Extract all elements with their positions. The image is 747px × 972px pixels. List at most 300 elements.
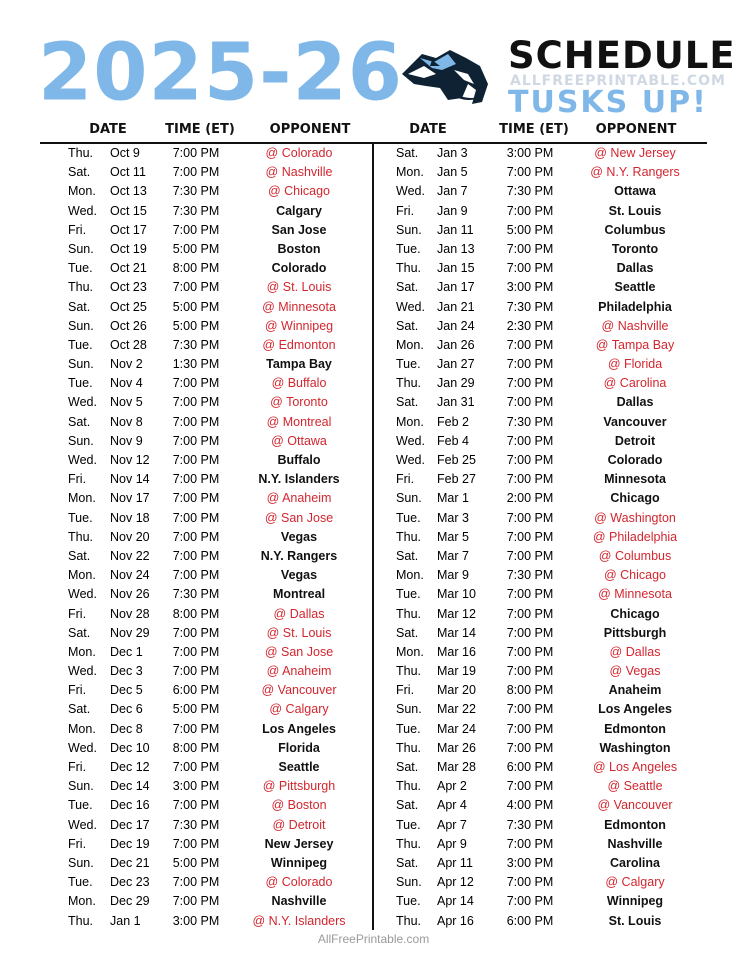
game-time: 7:00 PM bbox=[172, 760, 220, 774]
game-date: Nov 24 bbox=[110, 568, 150, 583]
game-day: Mon. bbox=[396, 414, 424, 429]
table-row bbox=[374, 355, 704, 374]
game-day: Mon. bbox=[396, 644, 424, 659]
game-day: Sat. bbox=[396, 395, 419, 410]
game-opponent: Boston bbox=[277, 241, 321, 256]
game-opponent: @ Pittsburgh bbox=[262, 779, 336, 794]
game-time: 5:00 PM bbox=[172, 241, 220, 256]
game-day: Thu. bbox=[68, 529, 94, 544]
col-header-opponent: OPPONENT bbox=[595, 122, 677, 137]
game-date: Nov 5 bbox=[110, 395, 143, 410]
table-row bbox=[40, 720, 370, 739]
table-row bbox=[374, 413, 704, 432]
game-date: Jan 29 bbox=[437, 376, 475, 391]
game-date: Jan 13 bbox=[437, 241, 475, 256]
table-row bbox=[40, 643, 370, 662]
game-day: Fri. bbox=[396, 683, 415, 698]
game-day: Sat. bbox=[68, 702, 91, 717]
game-time: 7:00 PM bbox=[506, 779, 554, 794]
game-opponent: Vegas bbox=[280, 529, 318, 544]
game-time: 5:00 PM bbox=[172, 855, 220, 870]
game-date: Jan 24 bbox=[437, 318, 475, 333]
game-opponent: Washington bbox=[599, 740, 671, 755]
game-opponent: @ St. Louis bbox=[266, 280, 332, 295]
game-date: Nov 2 bbox=[110, 357, 143, 372]
game-date: Oct 26 bbox=[110, 318, 147, 333]
table-row bbox=[374, 566, 704, 585]
game-day: Tue. bbox=[396, 894, 421, 909]
game-opponent: Toronto bbox=[611, 241, 659, 256]
game-opponent: Colorado bbox=[271, 261, 327, 276]
game-day: Mon. bbox=[68, 184, 96, 199]
table-row bbox=[40, 585, 370, 604]
game-date: Nov 12 bbox=[110, 453, 150, 467]
game-time: 7:00 PM bbox=[172, 222, 220, 237]
game-day: Thu. bbox=[68, 913, 94, 928]
game-date: Oct 11 bbox=[110, 165, 146, 180]
game-date: Jan 3 bbox=[437, 146, 468, 160]
table-row bbox=[374, 835, 704, 854]
game-opponent: @ Minnesota bbox=[262, 299, 336, 314]
table-row bbox=[40, 796, 370, 815]
game-time: 6:00 PM bbox=[506, 913, 554, 928]
header bbox=[0, 0, 747, 120]
game-day: Sun. bbox=[68, 855, 94, 870]
game-time: 7:00 PM bbox=[172, 280, 220, 295]
game-day: Thu. bbox=[396, 529, 422, 544]
game-day: Wed. bbox=[68, 587, 97, 602]
game-opponent: @ Boston bbox=[271, 798, 327, 813]
table-row bbox=[374, 374, 704, 393]
game-date: Jan 9 bbox=[437, 203, 468, 218]
table-row bbox=[40, 202, 370, 221]
game-time: 7:00 PM bbox=[506, 472, 554, 487]
game-date: Oct 23 bbox=[110, 280, 147, 295]
game-opponent: Dallas bbox=[616, 395, 654, 410]
table-row bbox=[374, 221, 704, 240]
game-date: Dec 5 bbox=[110, 683, 143, 698]
table-row bbox=[374, 777, 704, 796]
game-day: Fri. bbox=[68, 760, 87, 774]
game-opponent: @ Calgary bbox=[269, 702, 329, 717]
game-date: Nov 17 bbox=[110, 491, 150, 506]
table-row bbox=[374, 509, 704, 528]
table-row bbox=[40, 605, 370, 624]
game-day: Tue. bbox=[68, 510, 93, 525]
game-time: 5:00 PM bbox=[172, 318, 220, 333]
game-date: Apr 14 bbox=[437, 894, 474, 909]
game-time: 7:00 PM bbox=[172, 146, 220, 160]
game-opponent: @ Vancouver bbox=[261, 683, 337, 698]
game-opponent: Colorado bbox=[607, 453, 663, 467]
game-day: Wed. bbox=[68, 395, 97, 410]
game-day: Fri. bbox=[68, 836, 87, 851]
table-row bbox=[374, 163, 704, 182]
game-time: 2:00 PM bbox=[506, 491, 554, 506]
game-day: Sat. bbox=[68, 414, 91, 429]
game-time: 7:00 PM bbox=[506, 587, 554, 602]
table-row bbox=[374, 700, 704, 719]
game-date: Apr 12 bbox=[437, 875, 474, 890]
game-opponent: Seattle bbox=[614, 280, 656, 295]
game-date: Nov 9 bbox=[110, 433, 143, 448]
game-date: Nov 8 bbox=[110, 414, 143, 429]
game-opponent: @ Los Angeles bbox=[592, 760, 678, 774]
game-day: Tue. bbox=[396, 241, 421, 256]
game-day: Wed. bbox=[396, 433, 425, 448]
game-date: Jan 5 bbox=[437, 165, 468, 180]
game-date: Apr 2 bbox=[437, 779, 467, 794]
table-row bbox=[40, 758, 370, 777]
game-day: Tue. bbox=[68, 798, 93, 813]
game-day: Thu. bbox=[396, 606, 422, 621]
game-time: 7:00 PM bbox=[172, 894, 220, 909]
table-row bbox=[374, 470, 704, 489]
game-opponent: Minnesota bbox=[604, 472, 666, 487]
game-time: 7:00 PM bbox=[506, 433, 554, 448]
game-time: 7:00 PM bbox=[172, 165, 220, 180]
table-row bbox=[374, 432, 704, 451]
game-date: Oct 17 bbox=[110, 222, 147, 237]
game-opponent: @ Calgary bbox=[605, 875, 665, 890]
game-date: Jan 26 bbox=[437, 337, 475, 352]
game-opponent: @ Columbus bbox=[598, 548, 672, 563]
game-day: Sat. bbox=[396, 318, 419, 333]
game-opponent: @ Carolina bbox=[603, 376, 667, 391]
table-row bbox=[40, 144, 370, 163]
game-day: Mon. bbox=[68, 644, 96, 659]
game-date: Apr 7 bbox=[437, 817, 467, 832]
game-time: 7:00 PM bbox=[172, 568, 220, 583]
table-row bbox=[40, 700, 370, 719]
game-date: Apr 16 bbox=[437, 913, 474, 928]
game-time: 7:00 PM bbox=[506, 241, 554, 256]
game-time: 7:00 PM bbox=[506, 702, 554, 717]
game-day: Sat. bbox=[396, 855, 419, 870]
game-day: Fri. bbox=[68, 683, 87, 698]
game-date: Nov 4 bbox=[110, 376, 143, 391]
game-opponent: @ N.Y. Rangers bbox=[590, 165, 680, 180]
table-row bbox=[40, 816, 370, 835]
game-day: Sun. bbox=[68, 241, 94, 256]
game-opponent: Winnipeg bbox=[270, 855, 328, 870]
game-date: Feb 27 bbox=[437, 472, 476, 487]
game-date: Feb 2 bbox=[437, 414, 469, 429]
table-row bbox=[374, 681, 704, 700]
game-date: Mar 19 bbox=[437, 664, 476, 679]
game-day: Thu. bbox=[396, 261, 422, 276]
game-opponent: @ Anaheim bbox=[266, 491, 332, 506]
table-row bbox=[40, 662, 370, 681]
game-time: 7:00 PM bbox=[506, 740, 554, 755]
game-day: Mon. bbox=[396, 337, 424, 352]
game-day: Sun. bbox=[68, 433, 94, 448]
mammoth-logo-icon bbox=[396, 44, 492, 110]
game-day: Tue. bbox=[68, 261, 93, 276]
game-opponent: Vegas bbox=[280, 568, 318, 583]
game-time: 7:00 PM bbox=[506, 395, 554, 410]
game-day: Sat. bbox=[396, 760, 419, 774]
game-time: 7:00 PM bbox=[506, 453, 554, 467]
table-row bbox=[40, 509, 370, 528]
game-date: Nov 26 bbox=[110, 587, 150, 602]
game-time: 7:30 PM bbox=[506, 817, 554, 832]
game-time: 7:00 PM bbox=[506, 644, 554, 659]
game-day: Thu. bbox=[396, 664, 422, 679]
game-time: 7:00 PM bbox=[172, 625, 220, 640]
game-date: Oct 28 bbox=[110, 337, 147, 352]
table-row bbox=[40, 163, 370, 182]
game-day: Mon. bbox=[396, 568, 424, 583]
game-day: Mon. bbox=[396, 165, 424, 180]
game-opponent: @ Colorado bbox=[265, 146, 333, 160]
table-row bbox=[374, 298, 704, 317]
table-row bbox=[374, 643, 704, 662]
game-opponent: @ Vegas bbox=[609, 664, 661, 679]
game-day: Sun. bbox=[396, 491, 422, 506]
game-time: 1:30 PM bbox=[172, 357, 220, 372]
game-time: 6:00 PM bbox=[172, 683, 220, 698]
table-row bbox=[40, 278, 370, 297]
game-date: Nov 14 bbox=[110, 472, 150, 487]
game-date: Mar 1 bbox=[437, 491, 469, 506]
game-date: Dec 29 bbox=[110, 894, 150, 909]
table-row bbox=[40, 221, 370, 240]
game-time: 7:00 PM bbox=[172, 875, 220, 890]
game-opponent: @ Florida bbox=[607, 357, 663, 372]
game-date: Mar 26 bbox=[437, 740, 476, 755]
game-opponent: Calgary bbox=[276, 203, 322, 218]
slogan: TUSKS UP! bbox=[508, 85, 708, 120]
game-day: Tue. bbox=[396, 587, 421, 602]
game-time: 7:00 PM bbox=[172, 472, 220, 487]
table-row bbox=[374, 336, 704, 355]
game-date: Mar 22 bbox=[437, 702, 476, 717]
table-row bbox=[40, 547, 370, 566]
game-day: Sat. bbox=[396, 146, 419, 160]
game-time: 7:00 PM bbox=[506, 510, 554, 525]
game-day: Tue. bbox=[68, 875, 93, 890]
game-date: Nov 20 bbox=[110, 529, 150, 544]
table-row bbox=[40, 892, 370, 911]
game-time: 7:00 PM bbox=[506, 625, 554, 640]
game-opponent: Vancouver bbox=[603, 414, 667, 429]
game-time: 7:00 PM bbox=[506, 664, 554, 679]
game-day: Wed. bbox=[396, 453, 425, 467]
game-day: Fri. bbox=[68, 472, 87, 487]
table-row bbox=[374, 182, 704, 201]
game-time: 3:00 PM bbox=[506, 146, 554, 160]
game-opponent: @ Ottawa bbox=[271, 433, 327, 448]
game-date: Mar 10 bbox=[437, 587, 476, 602]
table-row bbox=[374, 144, 704, 163]
game-opponent: @ N.Y. Islanders bbox=[252, 913, 346, 928]
table-row bbox=[40, 298, 370, 317]
table-row bbox=[374, 854, 704, 873]
game-time: 7:00 PM bbox=[506, 836, 554, 851]
table-row bbox=[374, 278, 704, 297]
game-opponent: St. Louis bbox=[608, 203, 662, 218]
col-header-time: TIME (ET) bbox=[165, 122, 235, 137]
game-date: Jan 31 bbox=[437, 395, 475, 410]
game-opponent: @ Seattle bbox=[607, 779, 663, 794]
game-opponent: @ Washington bbox=[594, 510, 676, 525]
table-row bbox=[40, 835, 370, 854]
game-day: Fri. bbox=[68, 222, 87, 237]
table-row bbox=[374, 624, 704, 643]
table-row bbox=[40, 681, 370, 700]
game-day: Tue. bbox=[396, 817, 421, 832]
game-day: Sat. bbox=[396, 625, 419, 640]
game-day: Sun. bbox=[396, 875, 422, 890]
game-day: Sun. bbox=[396, 702, 422, 717]
game-opponent: Nashville bbox=[271, 894, 327, 909]
game-opponent: @ Nashville bbox=[265, 165, 333, 180]
game-opponent: N.Y. Islanders bbox=[258, 472, 340, 487]
table-row bbox=[374, 662, 704, 681]
game-date: Mar 5 bbox=[437, 529, 469, 544]
game-date: Jan 1 bbox=[110, 913, 141, 928]
table-row bbox=[374, 393, 704, 412]
game-day: Thu. bbox=[68, 280, 94, 295]
col-header-opponent: OPPONENT bbox=[269, 122, 351, 137]
game-day: Sat. bbox=[396, 798, 419, 813]
table-row bbox=[40, 854, 370, 873]
table-row bbox=[374, 758, 704, 777]
game-time: 7:00 PM bbox=[506, 875, 554, 890]
game-date: Dec 14 bbox=[110, 779, 150, 794]
game-opponent: Philadelphia bbox=[598, 299, 672, 314]
game-opponent: Winnipeg bbox=[606, 894, 664, 909]
game-time: 8:00 PM bbox=[506, 683, 554, 698]
table-row bbox=[374, 528, 704, 547]
game-opponent: @ Dallas bbox=[273, 606, 325, 621]
game-time: 5:00 PM bbox=[172, 702, 220, 717]
table-row bbox=[40, 470, 370, 489]
game-day: Mon. bbox=[68, 491, 96, 506]
game-time: 7:00 PM bbox=[172, 798, 220, 813]
game-day: Wed. bbox=[68, 664, 97, 679]
game-date: Mar 20 bbox=[437, 683, 476, 698]
game-opponent: @ Edmonton bbox=[262, 337, 336, 352]
game-date: Dec 12 bbox=[110, 760, 150, 774]
game-opponent: Ottawa bbox=[614, 184, 656, 199]
game-time: 3:00 PM bbox=[172, 779, 220, 794]
table-row bbox=[374, 451, 704, 470]
table-row bbox=[374, 585, 704, 604]
game-time: 7:30 PM bbox=[172, 587, 220, 602]
game-date: Oct 19 bbox=[110, 241, 147, 256]
game-opponent: Chicago bbox=[610, 606, 660, 621]
game-day: Thu. bbox=[396, 836, 422, 851]
game-day: Sat. bbox=[68, 165, 91, 180]
game-time: 8:00 PM bbox=[172, 740, 220, 755]
game-day: Sat. bbox=[396, 548, 419, 563]
game-day: Thu. bbox=[396, 376, 422, 391]
game-opponent: @ Tampa Bay bbox=[595, 337, 675, 352]
col-header-time: TIME (ET) bbox=[499, 122, 569, 137]
table-row bbox=[374, 202, 704, 221]
table-row bbox=[374, 240, 704, 259]
game-date: Mar 7 bbox=[437, 548, 469, 563]
game-date: Feb 25 bbox=[437, 453, 476, 467]
game-day: Thu. bbox=[396, 740, 422, 755]
game-opponent: Edmonton bbox=[604, 817, 666, 832]
game-date: Jan 15 bbox=[437, 261, 475, 276]
table-row bbox=[374, 873, 704, 892]
game-time: 7:30 PM bbox=[172, 184, 220, 199]
game-opponent: @ St. Louis bbox=[266, 625, 332, 640]
game-day: Tue. bbox=[396, 510, 421, 525]
game-opponent: Detroit bbox=[614, 433, 656, 448]
game-time: 7:00 PM bbox=[506, 721, 554, 736]
game-time: 7:00 PM bbox=[172, 836, 220, 851]
game-day: Sat. bbox=[396, 280, 419, 295]
table-row bbox=[374, 892, 704, 911]
game-time: 8:00 PM bbox=[172, 261, 220, 276]
game-opponent: Los Angeles bbox=[598, 702, 672, 717]
game-opponent: San Jose bbox=[271, 222, 327, 237]
game-time: 7:00 PM bbox=[172, 510, 220, 525]
game-day: Thu. bbox=[396, 913, 422, 928]
game-date: Jan 21 bbox=[437, 299, 475, 314]
game-opponent: Anaheim bbox=[608, 683, 662, 698]
table-row bbox=[40, 624, 370, 643]
game-date: Dec 8 bbox=[110, 721, 143, 736]
game-opponent: Pittsburgh bbox=[603, 625, 667, 640]
table-row bbox=[374, 489, 704, 508]
game-time: 8:00 PM bbox=[172, 606, 220, 621]
game-time: 7:00 PM bbox=[172, 395, 220, 410]
game-time: 7:00 PM bbox=[506, 894, 554, 909]
game-day: Wed. bbox=[68, 817, 97, 832]
game-opponent: Carolina bbox=[609, 855, 660, 870]
game-time: 7:00 PM bbox=[506, 165, 554, 180]
table-row bbox=[374, 547, 704, 566]
game-opponent: @ Minnesota bbox=[598, 587, 672, 602]
table-row bbox=[374, 720, 704, 739]
game-time: 7:30 PM bbox=[172, 817, 220, 832]
game-time: 7:00 PM bbox=[506, 261, 554, 276]
game-time: 7:00 PM bbox=[172, 548, 220, 563]
game-opponent: @ Detroit bbox=[272, 817, 326, 832]
game-opponent: @ Nashville bbox=[601, 318, 669, 333]
game-time: 3:00 PM bbox=[506, 280, 554, 295]
game-day: Tue. bbox=[396, 721, 421, 736]
game-time: 7:00 PM bbox=[506, 376, 554, 391]
game-date: Mar 9 bbox=[437, 568, 469, 583]
game-date: Oct 13 bbox=[110, 184, 147, 199]
website-watermark: ALLFREEPRINTABLE.COM bbox=[510, 73, 726, 89]
game-opponent: @ San Jose bbox=[264, 510, 334, 525]
game-time: 5:00 PM bbox=[506, 222, 554, 237]
game-day: Tue. bbox=[68, 337, 93, 352]
game-date: Oct 21 bbox=[110, 261, 147, 276]
table-row bbox=[40, 489, 370, 508]
table-row bbox=[374, 259, 704, 278]
game-time: 5:00 PM bbox=[172, 299, 220, 314]
game-time: 7:00 PM bbox=[172, 491, 220, 506]
game-date: Dec 3 bbox=[110, 664, 143, 679]
game-day: Fri. bbox=[68, 606, 87, 621]
game-date: Apr 4 bbox=[437, 798, 467, 813]
table-row bbox=[40, 528, 370, 547]
table-row bbox=[374, 816, 704, 835]
game-date: Dec 6 bbox=[110, 702, 143, 717]
game-opponent: Nashville bbox=[607, 836, 663, 851]
game-date: Nov 29 bbox=[110, 625, 150, 640]
game-day: Sun. bbox=[68, 318, 94, 333]
